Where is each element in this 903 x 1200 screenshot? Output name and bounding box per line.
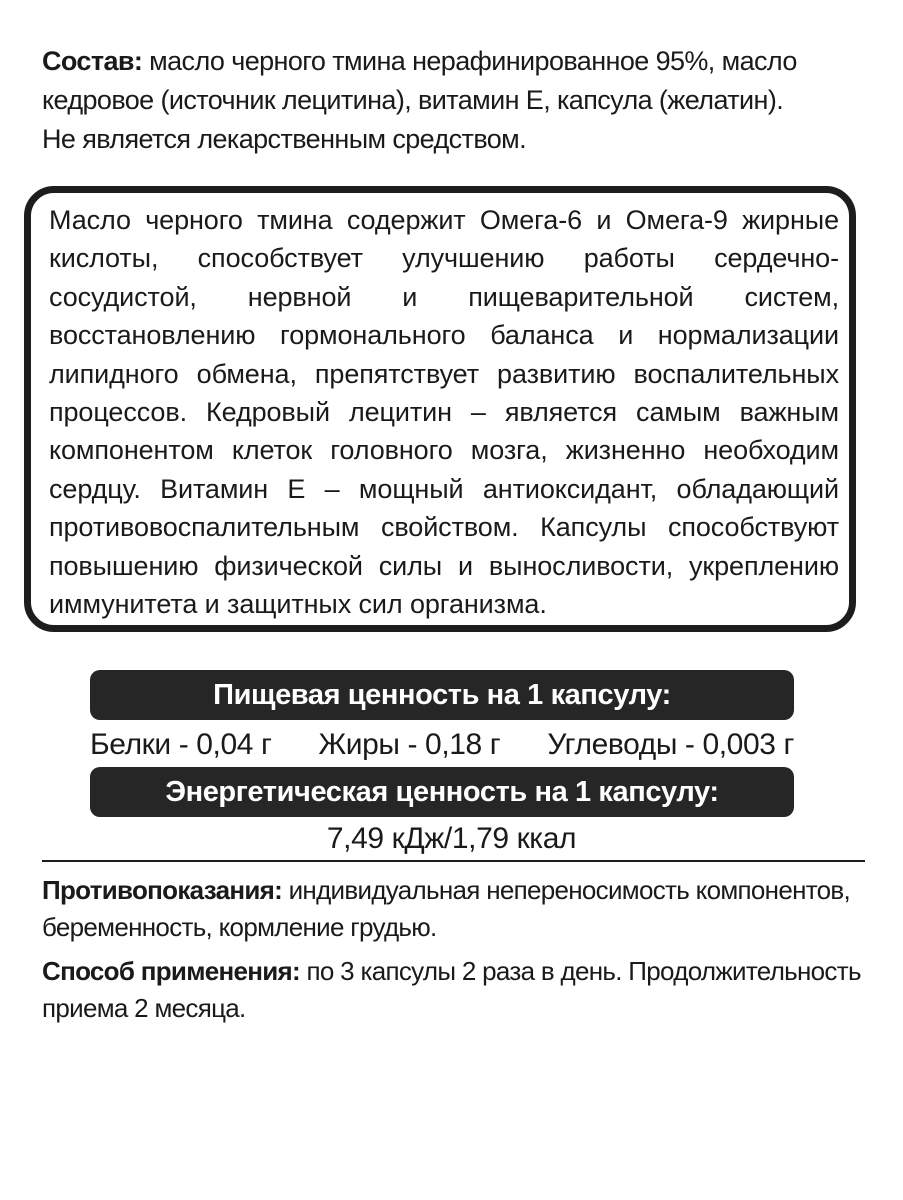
description-text: Масло черного тмина содержит Омега-6 и Омега-9 жирные кислоты, способствует улучшению работы сердечно-сосудистой, нервной и пищеварительной систем, восстановлению гормонального баланса и нормализации липидного обмена, препятствует развитию воспалительных процессов. Кедровый лецитин – является самым важным компонентом клеток головного мозга, жизненно необходим сердцу. Витамин Е – мощный антиоксидант, обладающий противовоспалительным свойством. Капсулы способствуют повышению физической силы и выносливости, укреплению иммунитета и защитных сил организма. xyxy=(49,205,839,620)
nutrition-header: Пищевая ценность на 1 капсулу: xyxy=(90,670,794,720)
composition-paragraph xyxy=(42,42,867,120)
nutrition-values xyxy=(90,724,794,766)
energy-header: Энергетическая ценность на 1 капсулу: xyxy=(90,767,794,817)
composition-label: Состав: xyxy=(42,46,143,76)
description-box xyxy=(24,186,856,632)
composition-section xyxy=(42,42,867,159)
protein-value: Белки - 0,04 г xyxy=(90,728,272,761)
usage-label: Способ применения: xyxy=(42,956,300,986)
energy-value: 7,49 кДж/1,79 ккал xyxy=(326,822,577,855)
composition-note: Не является лекарственным средством. xyxy=(42,124,527,154)
usage-paragraph xyxy=(42,953,867,1027)
contraindications-text: индивидуальная непереносимость компонентов, беременность, кормление грудью. xyxy=(42,875,851,942)
section-divider xyxy=(42,860,865,862)
contraindications-paragraph xyxy=(42,872,867,946)
fat-value: Жиры - 0,18 г xyxy=(318,728,501,761)
carbs-value: Углеводы - 0,003 г xyxy=(547,728,794,761)
contraindications-label: Противопоказания: xyxy=(42,875,283,905)
composition-text: масло черного тмина нерафинированное 95%, масло кедровое (источник лецитина), витамин Е, капсула (желатин). xyxy=(42,46,797,115)
usage-text: по 3 капсулы 2 раза в день. Продолжительность приема 2 месяца. xyxy=(42,956,861,1023)
